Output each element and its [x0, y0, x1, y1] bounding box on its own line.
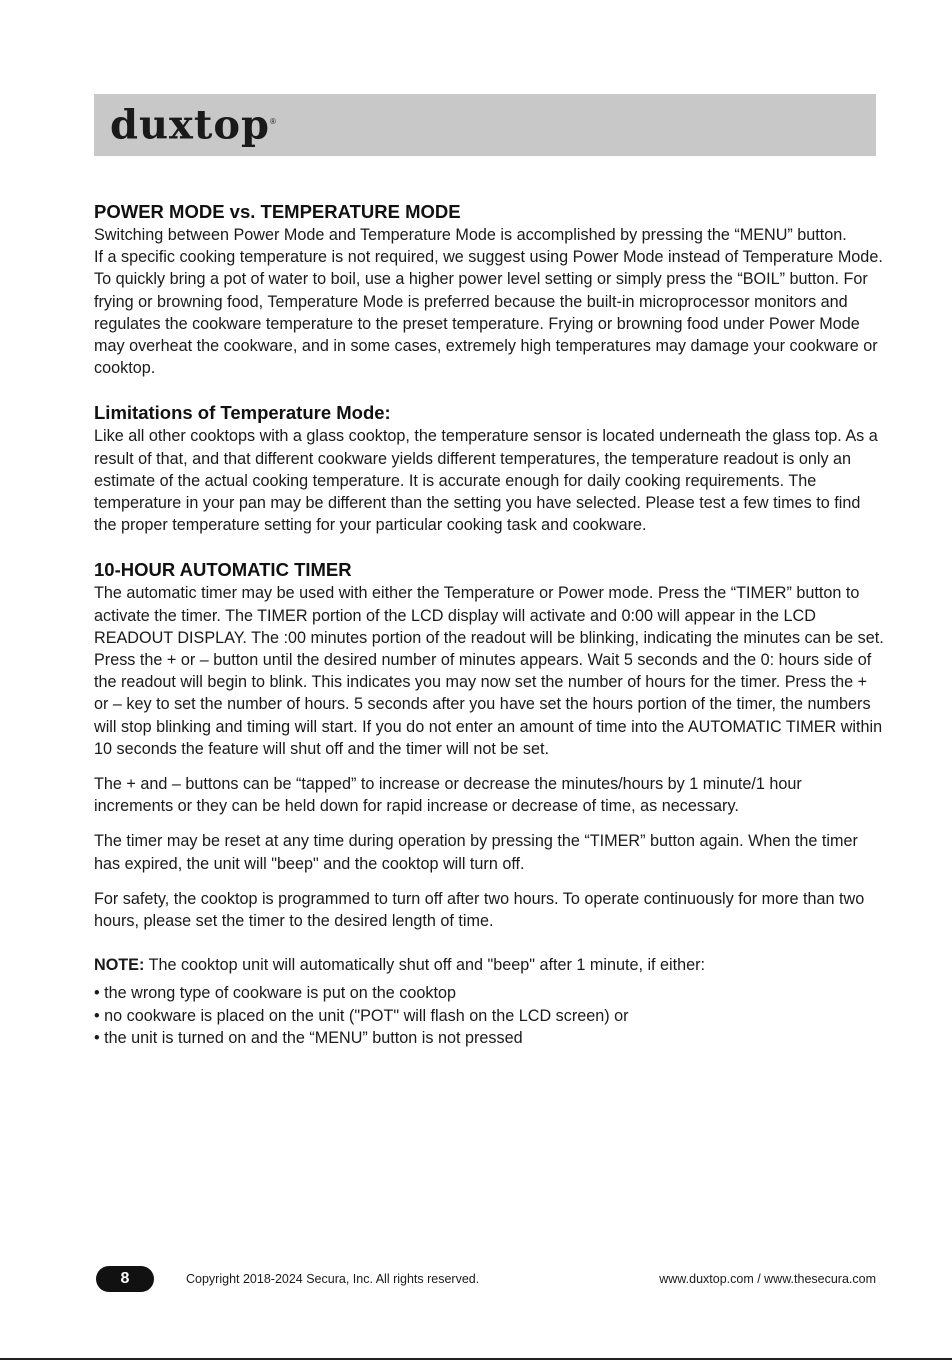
section-note	[94, 954, 884, 1049]
paragraph: The + and – buttons can be “tapped” to increase or decrease the minutes/hours by 1 minute/1 hour increments or they can be held down for rapid increase or decrease of time, as necessary.	[94, 775, 802, 816]
paragraph: The timer may be reset at any time during operation by pressing the “TIMER” button again. When the timer has expired, the unit will "beep" and the cooktop will turn off.	[94, 832, 858, 873]
registered-mark: ®	[270, 117, 277, 126]
section-heading: POWER MODE vs. TEMPERATURE MODE	[94, 201, 461, 222]
paragraph: Switching between Power Mode and Temperature Mode is accomplished by pressing the “MENU” button.	[94, 226, 847, 244]
copyright-text: Copyright 2018-2024 Secura, Inc. All rights reserved.	[186, 1272, 480, 1286]
header-band	[94, 94, 876, 156]
section-limitations	[94, 401, 884, 536]
list-item: • the wrong type of cookware is put on the cooktop	[94, 984, 457, 1003]
paragraph: For safety, the cooktop is programmed to turn off after two hours. To operate continuously for more than two hours, please set the timer to the desired length of time.	[94, 889, 865, 931]
note-label: NOTE:	[94, 956, 145, 975]
paragraph: Like all other cooktops with a glass cooktop, the temperature sensor is located underneath the glass top. As a result of that, and that different cookware yields different temperatures, the temperature readout is only an estimate of the actual cooking temperature. It is accurate enough for daily cooking requirements. The temperature in your pan may be different than the setting you have selected. Please test a few times to find the proper temperature setting for your particular cooking task and cookware.	[94, 427, 878, 535]
logo-text: duxtop	[110, 101, 271, 149]
website-text: www.duxtop.com / www.thesecura.com	[659, 1272, 876, 1286]
list-item: • no cookware is placed on the unit ("POT" will flash on the LCD screen) or	[94, 1006, 629, 1025]
page-content	[94, 200, 884, 1049]
page-footer	[96, 1266, 876, 1292]
paragraph: If a specific cooking temperature is not required, we suggest using Power Mode instead of Temperature Mode. To quickly bring a pot of water to boil, use a higher power level setting or simply press the “BOIL” button. For frying or browning food, Temperature Mode is preferred because the built-in microprocessor monitors and regulates the cookware temperature to the preset temperature. Frying or browning food under Power Mode may overheat the cookware, and in some cases, extremely high temperatures may damage your cookware or cooktop.	[94, 248, 883, 378]
note-paragraph	[94, 954, 884, 976]
section-heading: 10-HOUR AUTOMATIC TIMER	[94, 559, 352, 581]
duxtop-logo	[110, 98, 277, 149]
section-heading: Limitations of Temperature Mode:	[94, 402, 391, 424]
page-number-badge: 8	[96, 1266, 154, 1292]
bottom-divider	[0, 1358, 952, 1360]
paragraph: The automatic timer may be used with either the Temperature or Power mode. Press the “TIMER” button to activate the timer. The TIMER portion of the LCD display will activate and 0:00 will appear in the LCD READOUT DISPLAY. The :00 minutes portion of the readout will be blinking, indicating the minutes can be set. Press the + or – button until the desired number of minutes appears. Wait 5 seconds and the 0: hours side of the readout will begin to blink. This indicates you may now set the number of hours for the timer. Press the + or – key to set the number of hours. 5 seconds after you have set the hours portion of the timer, the numbers will stop blinking and timing will start. If you do not enter an amount of time into the AUTOMATIC TIMER within 10 seconds the feature will shut off and the timer will not be set.	[94, 584, 884, 758]
list-item: • the unit is turned on and the “MENU” button is not pressed	[94, 1028, 523, 1047]
section-power-vs-temperature	[94, 200, 884, 379]
section-timer	[94, 558, 884, 932]
note-list	[94, 982, 884, 1049]
note-text: The cooktop unit will automatically shut off and "beep" after 1 minute, if either:	[144, 956, 706, 975]
